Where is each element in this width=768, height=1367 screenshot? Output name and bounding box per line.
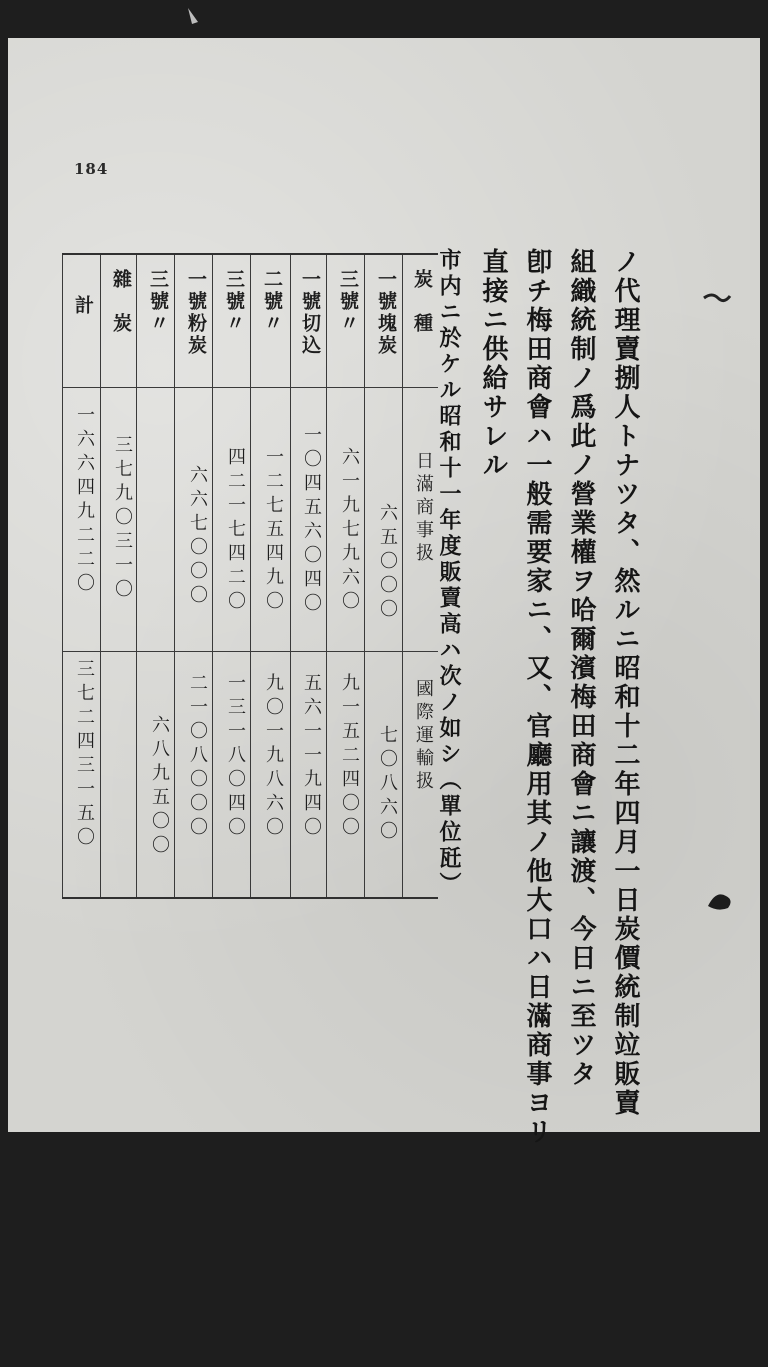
table-row-value: 六一九七九六〇 [339, 447, 360, 615]
table-total-value: 三七二四三一五〇 [74, 659, 95, 851]
page-number: 184 [74, 160, 109, 178]
text-column-2: 組織統制ノ爲此ノ營業權ヲ哈爾濱梅田商會ニ讓渡、今日ニ至ツタ [566, 248, 596, 1089]
table-row-label: 二號〃 [261, 269, 283, 335]
text-column-3: 卽チ梅田商會ハ一般需要家ニ、又、官廳用其ノ他大口ハ日滿商事ヨリ [522, 248, 552, 1147]
table-row-label: 一號塊炭 [375, 269, 397, 357]
table-row-value: 九〇一九八六〇 [263, 673, 284, 841]
table-row-label: 三號〃 [223, 269, 245, 335]
document-page [8, 38, 760, 1147]
table-total-label: 計 [72, 295, 94, 317]
table-row-value: 六六七〇〇〇 [187, 465, 208, 609]
sales-table [62, 253, 438, 899]
text-column-1: ノ代理賣捌人トナツタ、然ルニ昭和十二年四月一日炭價統制竝販賣 [610, 248, 640, 1118]
table-row-value: 一三一八〇四〇 [225, 673, 246, 841]
table-row-value: 六五〇〇〇 [377, 503, 398, 623]
table-total-value: 一六六四九二二〇 [74, 405, 95, 597]
table-row-label: 三號〃 [147, 269, 169, 335]
table-row-label: 雜 炭 [110, 269, 132, 335]
ink-mark-icon [184, 6, 204, 28]
table-row-value: 四二一七四二〇 [225, 447, 246, 615]
text-column-5: 市内ニ於ケル昭和十一年度販賣高ハ次ノ如シ（單位瓩） [436, 248, 462, 898]
ink-smudge-icon [702, 290, 732, 306]
table-row-value: 九一五二四〇〇 [339, 673, 360, 841]
table-row-value: 一二七五四九〇 [263, 447, 284, 615]
table-row-value: 七〇八六〇 [377, 725, 398, 845]
text-column-4: 直接ニ供給サレル [478, 248, 508, 480]
table-row-value: 一〇四五六〇四〇 [301, 425, 322, 617]
table-header-col1: 日滿商事扱 [413, 451, 434, 566]
table-row-value: 三七九〇三一〇 [112, 435, 133, 603]
table-row-value: 六八九五〇〇 [149, 715, 170, 859]
table-row-label: 一號切込 [299, 269, 321, 357]
table-row-label: 三號〃 [337, 269, 359, 335]
table-row-value: 二一〇八〇〇〇 [187, 673, 208, 841]
ink-smudge-icon [704, 886, 738, 914]
table-row-label: 一號粉炭 [185, 269, 207, 357]
table-header-category: 炭 種 [411, 269, 433, 335]
table-header-col2: 國際運輸扱 [413, 679, 434, 794]
table-row-value: 五六一一九四〇 [301, 673, 322, 841]
